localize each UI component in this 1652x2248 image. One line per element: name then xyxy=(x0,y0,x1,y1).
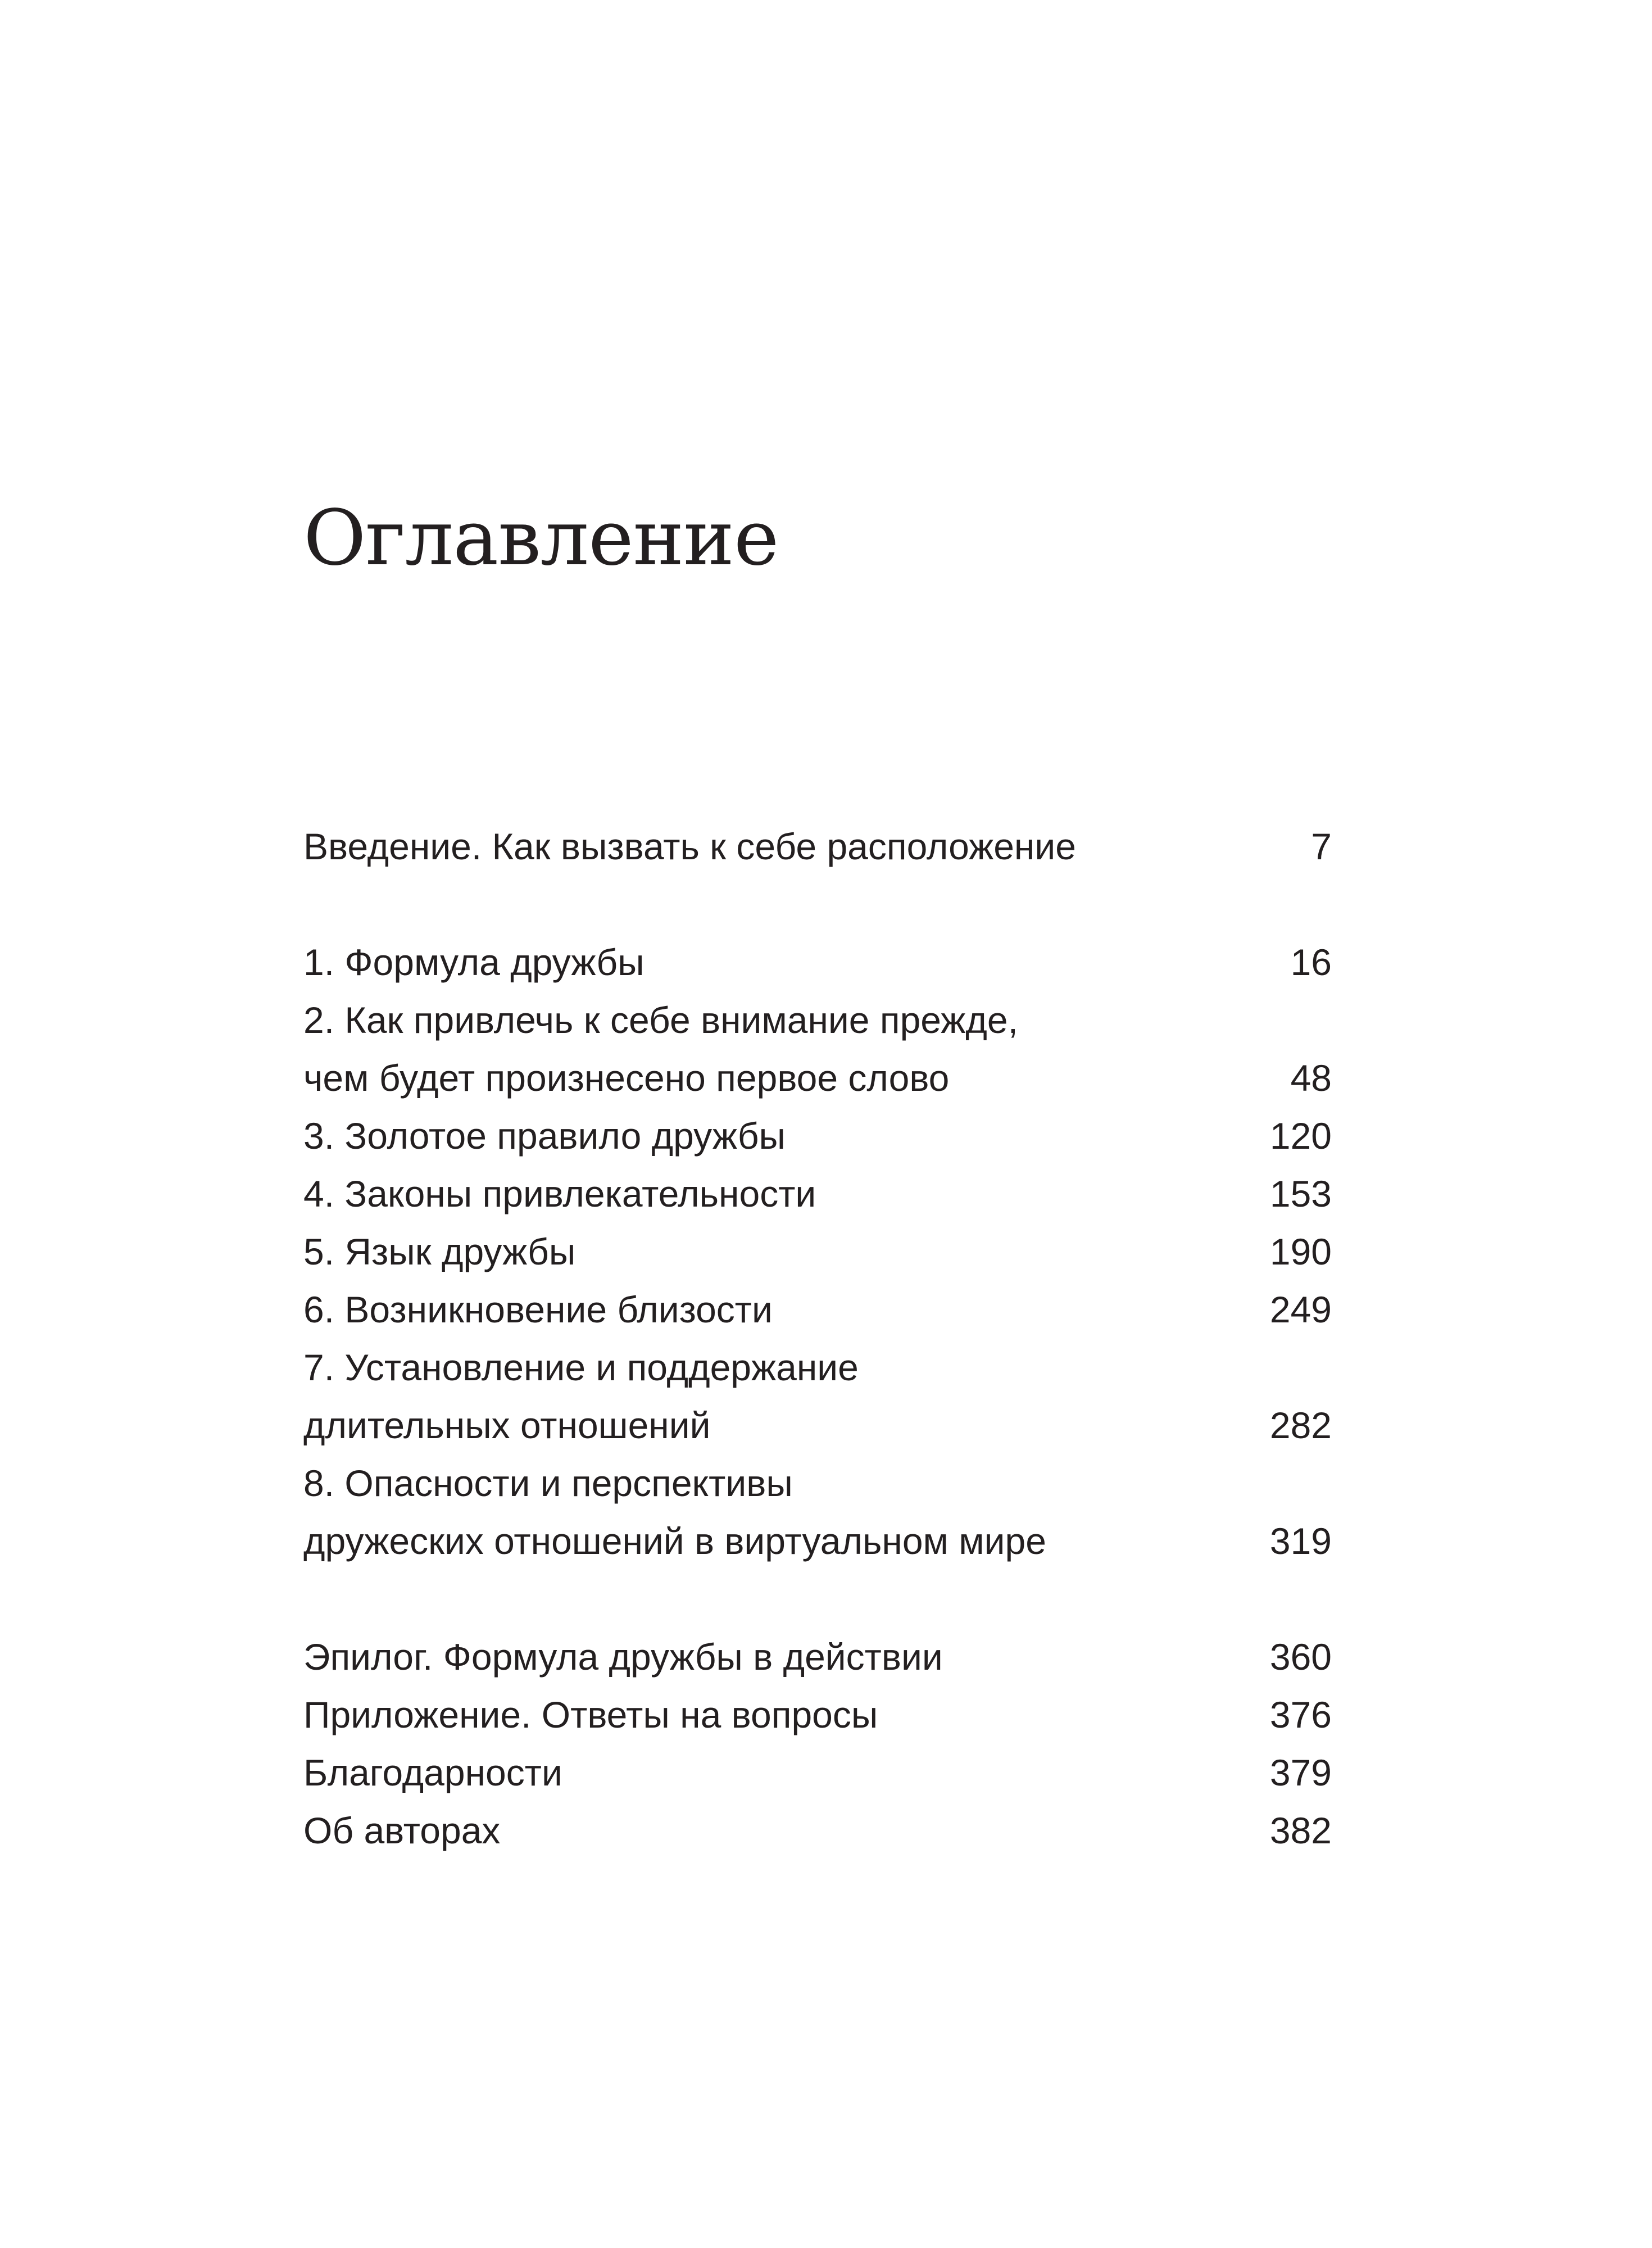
toc-entry-page-number: 153 xyxy=(1269,1173,1332,1214)
toc-entry-page-number: 190 xyxy=(1269,1231,1332,1272)
toc-entry-title: Благодарности xyxy=(303,1752,562,1793)
toc-entry-title: Приложение. Ответы на вопросы xyxy=(303,1694,878,1735)
toc-entry-chapter-3[interactable] xyxy=(303,1107,1332,1165)
toc-entry-page-number: 376 xyxy=(1269,1694,1332,1735)
toc-entry-chapter-8[interactable] xyxy=(303,1454,1332,1570)
toc-entry-chapter-7[interactable] xyxy=(303,1339,1332,1454)
toc-entry-title: Эпилог. Формула дружбы в действии xyxy=(303,1636,943,1678)
toc-group-intro xyxy=(303,818,1332,876)
toc-entry-title: Об авторах xyxy=(303,1810,501,1851)
toc-entry-title: 4. Законы привлекательности xyxy=(303,1173,816,1214)
toc-entry-title-line-1: 8. Опасности и перспективы xyxy=(303,1462,793,1504)
toc-entry-page-number: 249 xyxy=(1269,1289,1332,1330)
toc-entry-line xyxy=(303,1049,1332,1107)
toc-entry-chapter-1[interactable] xyxy=(303,933,1332,991)
toc-entry-chapter-2[interactable] xyxy=(303,991,1332,1107)
toc-entry-line xyxy=(303,1454,1332,1512)
toc-entry-title-line-2: дружеских отношений в виртуальном мире xyxy=(303,1520,1046,1562)
toc-entry-title: 1. Формула дружбы xyxy=(303,941,645,983)
toc-entry-chapter-5[interactable] xyxy=(303,1223,1332,1281)
toc-entry-line xyxy=(303,1339,1332,1397)
toc-entry-title: 3. Золотое правило дружбы xyxy=(303,1115,786,1157)
toc-entry-chapter-6[interactable] xyxy=(303,1281,1332,1339)
toc-entry-line xyxy=(303,991,1332,1049)
toc-entry-title: 6. Возникновение близости xyxy=(303,1289,773,1330)
toc-entry-page-number: 282 xyxy=(1269,1404,1332,1446)
toc-entry-title: 5. Язык дружбы xyxy=(303,1231,576,1272)
toc-entry-about-authors[interactable] xyxy=(303,1802,1332,1860)
toc-entry-page-number: 48 xyxy=(1290,1057,1332,1099)
toc-entry-title-line-2: чем будет произнесено первое слово xyxy=(303,1057,950,1099)
toc-group-back-matter xyxy=(303,1628,1332,1860)
toc-entry-acknowledgements[interactable] xyxy=(303,1744,1332,1802)
toc-entry-title-line-1: 7. Установление и поддержание xyxy=(303,1347,859,1388)
toc-entry-page-number: 319 xyxy=(1269,1520,1332,1562)
toc-entry-epilogue[interactable] xyxy=(303,1628,1332,1686)
toc-entry-title-line-2: длительных отношений xyxy=(303,1404,711,1446)
page-title: Оглавление xyxy=(303,494,779,583)
toc-entry-title-line-1: 2. Как привлечь к себе внимание прежде, xyxy=(303,999,1018,1041)
toc-entry-page-number: 382 xyxy=(1269,1810,1332,1851)
toc-entry-line xyxy=(303,1397,1332,1454)
toc-group-chapters xyxy=(303,933,1332,1570)
toc-entry-title: Введение. Как вызвать к себе расположение xyxy=(303,826,1076,867)
toc-entry-page-number: 379 xyxy=(1269,1752,1332,1793)
toc-entry-page-number: 360 xyxy=(1269,1636,1332,1678)
toc-entry-page-number: 16 xyxy=(1290,941,1332,983)
toc-entry-page-number: 120 xyxy=(1269,1115,1332,1157)
toc-entry-line xyxy=(303,1512,1332,1570)
toc-entry-appendix[interactable] xyxy=(303,1686,1332,1744)
toc-entry-chapter-4[interactable] xyxy=(303,1165,1332,1223)
toc-entry-page-number: 7 xyxy=(1311,826,1332,867)
table-of-contents xyxy=(303,818,1332,1860)
toc-entry-intro[interactable] xyxy=(303,818,1332,876)
